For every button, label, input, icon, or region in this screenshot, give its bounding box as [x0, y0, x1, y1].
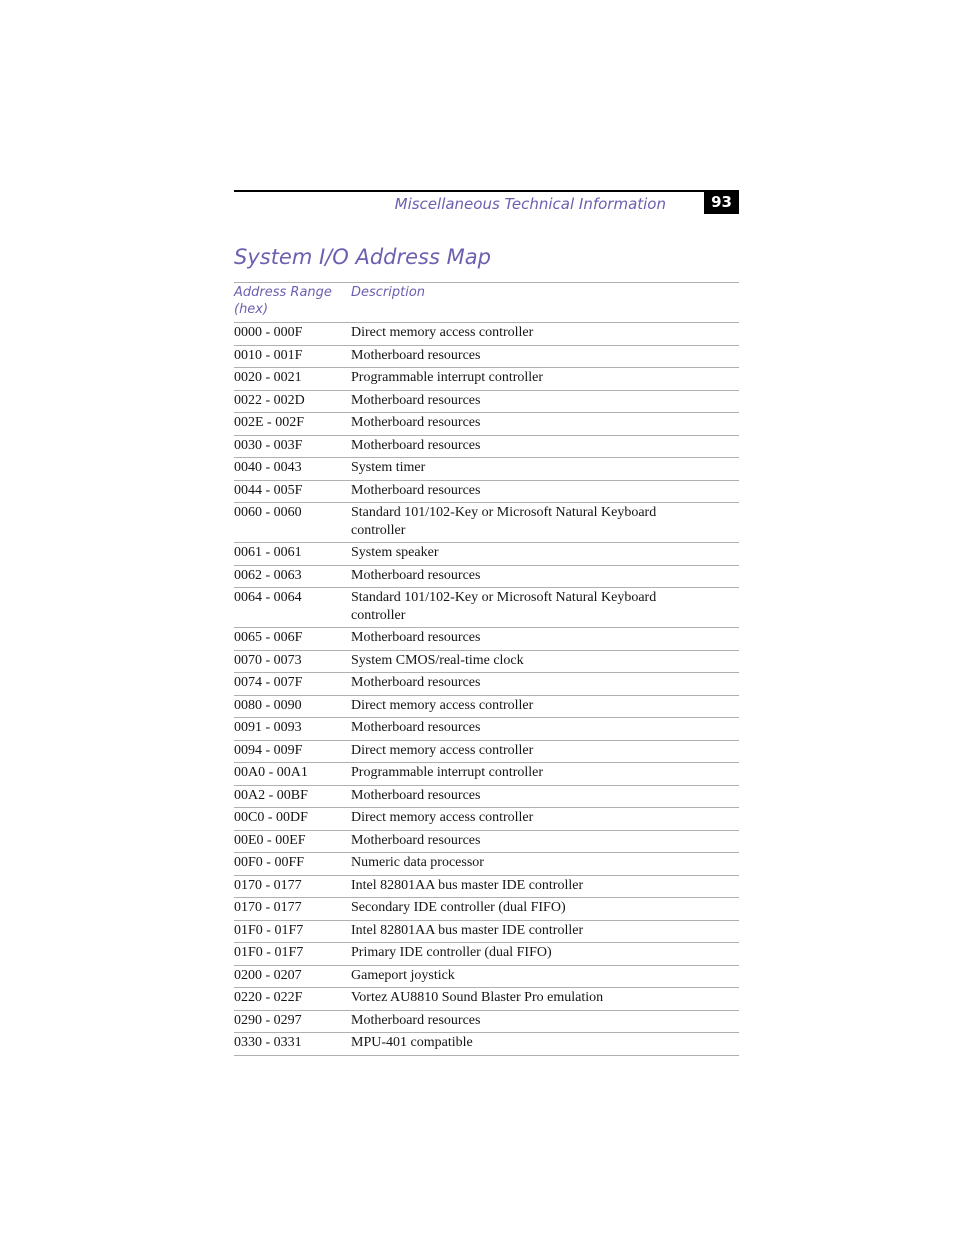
description-cell: Motherboard resources: [351, 675, 481, 690]
address-range-cell: 01F0 - 01F7: [234, 922, 304, 938]
description-cell: System timer: [351, 460, 426, 475]
column-header-description: Description: [351, 285, 426, 300]
table-row: [234, 628, 739, 651]
table-row: [234, 740, 739, 763]
description-cell: Direct memory access controller: [351, 810, 534, 825]
address-range-cell: 0074 - 007F: [234, 675, 303, 690]
table-row: [234, 650, 739, 673]
table-row: [234, 808, 739, 831]
address-range-cell: 0020 - 0021: [234, 370, 302, 385]
description-cell: Direct memory access controller: [351, 697, 534, 713]
address-range-cell: 0290 - 0297: [234, 1012, 302, 1028]
address-range-cell: 0065 - 006F: [234, 630, 303, 645]
description-cell: Motherboard resources: [351, 832, 481, 848]
description-cell: Vortez AU8810 Sound Blaster Pro emulation: [351, 990, 604, 1005]
table-body: [234, 323, 739, 1056]
address-range-cell: 0094 - 009F: [234, 742, 303, 758]
table-row: [234, 480, 739, 503]
description-cell: Motherboard resources: [351, 787, 481, 803]
address-range-cell: 0030 - 003F: [234, 437, 303, 453]
address-range-cell: 0000 - 000F: [234, 325, 303, 340]
description-cell: Standard 101/102-Key or Microsoft Natural Keyboard controller: [351, 505, 657, 538]
address-range-cell: 0022 - 002D: [234, 392, 305, 408]
description-cell: Standard 101/102-Key or Microsoft Natural Keyboard controller: [351, 590, 657, 623]
address-range-cell: 0200 - 0207: [234, 967, 302, 983]
table-row: [234, 1033, 739, 1056]
page-number-badge: 93: [704, 190, 739, 214]
address-range-cell: 0330 - 0331: [234, 1035, 302, 1050]
address-range-cell: 00E0 - 00EF: [234, 832, 306, 848]
address-range-cell: 002E - 002F: [234, 415, 304, 430]
table-row: [234, 718, 739, 741]
description-cell: Direct memory access controller: [351, 742, 534, 758]
table-row: [234, 458, 739, 481]
address-range-cell: 00F0 - 00FF: [234, 855, 305, 870]
column-header-address-range: Address Range (hex): [234, 285, 332, 317]
description-cell: Numeric data processor: [351, 855, 484, 870]
address-range-cell: 0170 - 0177: [234, 877, 302, 893]
table-row: [234, 368, 739, 391]
table-row: [234, 988, 739, 1011]
running-header-title: Miscellaneous Technical Information: [394, 195, 666, 213]
address-range-cell: 00A2 - 00BF: [234, 787, 308, 803]
address-range-cell: 0170 - 0177: [234, 900, 302, 915]
description-cell: Motherboard resources: [351, 567, 481, 583]
address-range-cell: 0062 - 0063: [234, 567, 302, 583]
address-range-cell: 0091 - 0093: [234, 720, 302, 735]
table-row: [234, 565, 739, 588]
table-row: [234, 543, 739, 566]
address-range-cell: 0070 - 0073: [234, 652, 302, 668]
description-cell: Motherboard resources: [351, 415, 481, 430]
description-cell: Motherboard resources: [351, 392, 481, 408]
address-range-cell: 0060 - 0060: [234, 505, 302, 520]
description-cell: Primary IDE controller (dual FIFO): [351, 945, 552, 960]
table-row: [234, 943, 739, 966]
table-row: [234, 830, 739, 853]
description-cell: Intel 82801AA bus master IDE controller: [351, 922, 584, 938]
table-row: [234, 898, 739, 921]
table-row: [234, 965, 739, 988]
description-cell: Secondary IDE controller (dual FIFO): [351, 900, 566, 915]
table-row: [234, 435, 739, 458]
table-row: [234, 920, 739, 943]
table-row: [234, 785, 739, 808]
address-range-cell: 01F0 - 01F7: [234, 945, 304, 960]
table-row: [234, 345, 739, 368]
address-range-cell: 0044 - 005F: [234, 482, 303, 498]
address-range-cell: 0061 - 0061: [234, 545, 302, 560]
description-cell: Direct memory access controller: [351, 325, 534, 340]
table-row: [234, 1010, 739, 1033]
description-cell: MPU-401 compatible: [351, 1035, 473, 1050]
description-cell: System CMOS/real-time clock: [351, 652, 524, 668]
description-cell: Motherboard resources: [351, 347, 481, 363]
description-cell: System speaker: [351, 545, 439, 560]
description-cell: Programmable interrupt controller: [351, 370, 544, 385]
table-row: [234, 763, 739, 786]
description-cell: Motherboard resources: [351, 720, 481, 735]
address-range-cell: 0220 - 022F: [234, 990, 303, 1005]
io-address-table: [234, 282, 739, 1056]
address-range-cell: 00C0 - 00DF: [234, 810, 308, 825]
table-row: [234, 413, 739, 436]
table-row: [234, 853, 739, 876]
address-range-cell: 00A0 - 00A1: [234, 765, 308, 780]
description-cell: Intel 82801AA bus master IDE controller: [351, 877, 584, 893]
table-header-row: [234, 283, 739, 323]
table-row: [234, 695, 739, 718]
address-range-cell: 0010 - 001F: [234, 347, 303, 363]
table-row: [234, 503, 739, 543]
header-rule: [234, 190, 739, 192]
description-cell: Motherboard resources: [351, 630, 481, 645]
address-range-cell: 0040 - 0043: [234, 460, 302, 475]
description-cell: Gameport joystick: [351, 967, 455, 983]
address-range-cell: 0080 - 0090: [234, 697, 302, 713]
description-cell: Motherboard resources: [351, 482, 481, 498]
address-range-cell: 0064 - 0064: [234, 590, 302, 605]
description-cell: Motherboard resources: [351, 1012, 481, 1028]
description-cell: Programmable interrupt controller: [351, 765, 544, 780]
section-title: System I/O Address Map: [234, 245, 491, 269]
table-row: [234, 323, 739, 346]
table-row: [234, 588, 739, 628]
table-row: [234, 875, 739, 898]
description-cell: Motherboard resources: [351, 437, 481, 453]
table-row: [234, 673, 739, 696]
table-row: [234, 390, 739, 413]
